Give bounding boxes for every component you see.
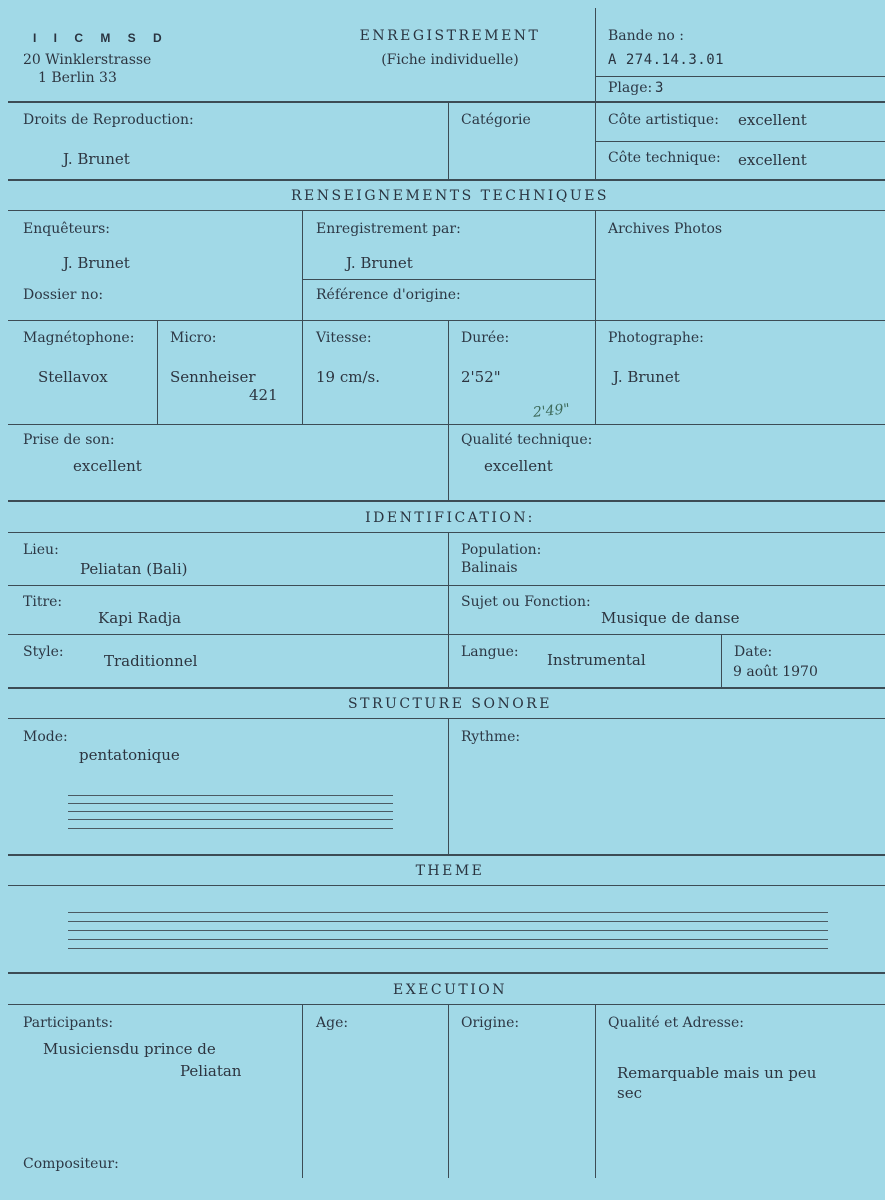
divider	[8, 687, 885, 689]
mode-label: Mode:	[23, 729, 68, 745]
divider	[8, 972, 885, 974]
date-value: 9 août 1970	[733, 664, 818, 680]
divider	[595, 8, 596, 180]
mode-value: pentatonique	[79, 746, 180, 764]
date-label: Date:	[734, 644, 773, 660]
tech-heading: RENSEIGNEMENTS TECHNIQUES	[290, 188, 610, 204]
divider	[448, 101, 449, 180]
theme-heading: THEME	[415, 863, 485, 879]
structure-heading: STRUCTURE SONORE	[348, 696, 552, 712]
divider	[302, 279, 595, 280]
artistic-value: excellent	[738, 111, 807, 129]
language-label: Langue:	[461, 644, 519, 660]
divider	[302, 210, 303, 425]
category-label: Catégorie	[461, 112, 531, 128]
divider	[8, 424, 885, 425]
divider	[8, 585, 885, 586]
archives-label: Archives Photos	[608, 221, 723, 237]
quality-address-label: Qualité et Adresse:	[608, 1015, 744, 1031]
sound-label: Prise de son:	[23, 432, 115, 448]
title-label: Titre:	[23, 594, 63, 610]
recorder-label: Magnétophone:	[23, 330, 135, 346]
micro-value: Sennheiser	[170, 368, 256, 386]
population-value: Balinais	[461, 560, 518, 576]
language-value: Instrumental	[547, 651, 646, 669]
band-value: A 274.14.3.01	[608, 52, 725, 68]
divider	[8, 500, 885, 502]
tech-quality-label: Qualité technique:	[461, 432, 593, 448]
form-subtitle: (Fiche individuelle)	[381, 52, 519, 68]
subject-label: Sujet ou Fonction:	[461, 594, 591, 610]
speed-label: Vitesse:	[316, 330, 372, 346]
recorded-by-value: J. Brunet	[346, 254, 413, 272]
identification-heading: IDENTIFICATION:	[365, 510, 535, 526]
reference-label: Référence d'origine:	[316, 287, 461, 303]
divider	[8, 1004, 885, 1005]
subject-value: Musique de danse	[601, 609, 740, 627]
org-acronym: I I C M S D	[33, 31, 169, 45]
technical-value: excellent	[738, 151, 807, 169]
divider	[448, 718, 449, 855]
divider	[8, 718, 885, 719]
speed-value: 19 cm/s.	[316, 368, 380, 386]
plage-label: Plage:	[608, 80, 653, 96]
participants-line2: Peliatan	[180, 1062, 242, 1080]
quality-address-line1: Remarquable mais un peu	[617, 1064, 817, 1082]
photographer-label: Photographe:	[608, 330, 704, 346]
place-label: Lieu:	[23, 542, 59, 558]
photographer-value: J. Brunet	[613, 368, 680, 386]
population-label: Population:	[461, 542, 542, 558]
divider	[721, 634, 722, 688]
recorded-by-label: Enregistrement par:	[316, 221, 461, 237]
duration-label: Durée:	[461, 330, 510, 346]
divider	[8, 210, 885, 211]
divider	[8, 320, 885, 321]
quality-address-line2: sec	[617, 1084, 642, 1102]
participants-line1: Musiciensdu prince de	[43, 1040, 216, 1058]
rights-value: J. Brunet	[63, 150, 130, 168]
divider	[8, 854, 885, 856]
recorder-value: Stellavox	[38, 368, 108, 386]
divider	[8, 634, 885, 635]
dossier-label: Dossier no:	[23, 287, 104, 303]
band-label: Bande no :	[608, 28, 684, 44]
tech-quality-value: excellent	[484, 457, 553, 475]
duration-value: 2'52"	[461, 368, 501, 386]
participants-label: Participants:	[23, 1015, 114, 1031]
rights-label: Droits de Reproduction:	[23, 112, 194, 128]
age-label: Age:	[316, 1015, 349, 1031]
divider	[595, 76, 885, 77]
execution-heading: EXECUTION	[392, 982, 507, 998]
technical-label: Côte technique:	[608, 150, 721, 166]
title-value: Kapi Radja	[98, 609, 182, 627]
org-street: 20 Winklerstrasse	[23, 52, 152, 68]
place-value: Peliatan (Bali)	[80, 560, 188, 578]
form-title: ENREGISTREMENT	[359, 28, 541, 44]
composer-label: Compositeur:	[23, 1156, 119, 1172]
divider	[448, 1004, 449, 1178]
style-value: Traditionnel	[104, 652, 198, 670]
divider	[448, 532, 449, 688]
duration-handwritten: 2'49"	[532, 401, 571, 421]
origin-label: Origine:	[461, 1015, 520, 1031]
style-label: Style:	[23, 644, 64, 660]
plage-value: 3	[655, 80, 664, 96]
investigators-label: Enquêteurs:	[23, 221, 111, 237]
sound-value: excellent	[73, 457, 142, 475]
investigators-value: J. Brunet	[63, 254, 130, 272]
org-city: 1 Berlin 33	[38, 70, 117, 86]
divider	[448, 320, 449, 500]
divider	[302, 1004, 303, 1178]
divider	[8, 885, 885, 886]
divider	[157, 320, 158, 425]
divider	[595, 210, 596, 425]
micro-label: Micro:	[170, 330, 217, 346]
rhythm-label: Rythme:	[461, 729, 521, 745]
divider	[8, 101, 885, 103]
divider	[595, 1004, 596, 1178]
divider	[8, 532, 885, 533]
divider	[8, 179, 885, 181]
artistic-label: Côte artistique:	[608, 112, 719, 128]
divider	[595, 141, 885, 142]
micro-model: 421	[249, 386, 278, 404]
